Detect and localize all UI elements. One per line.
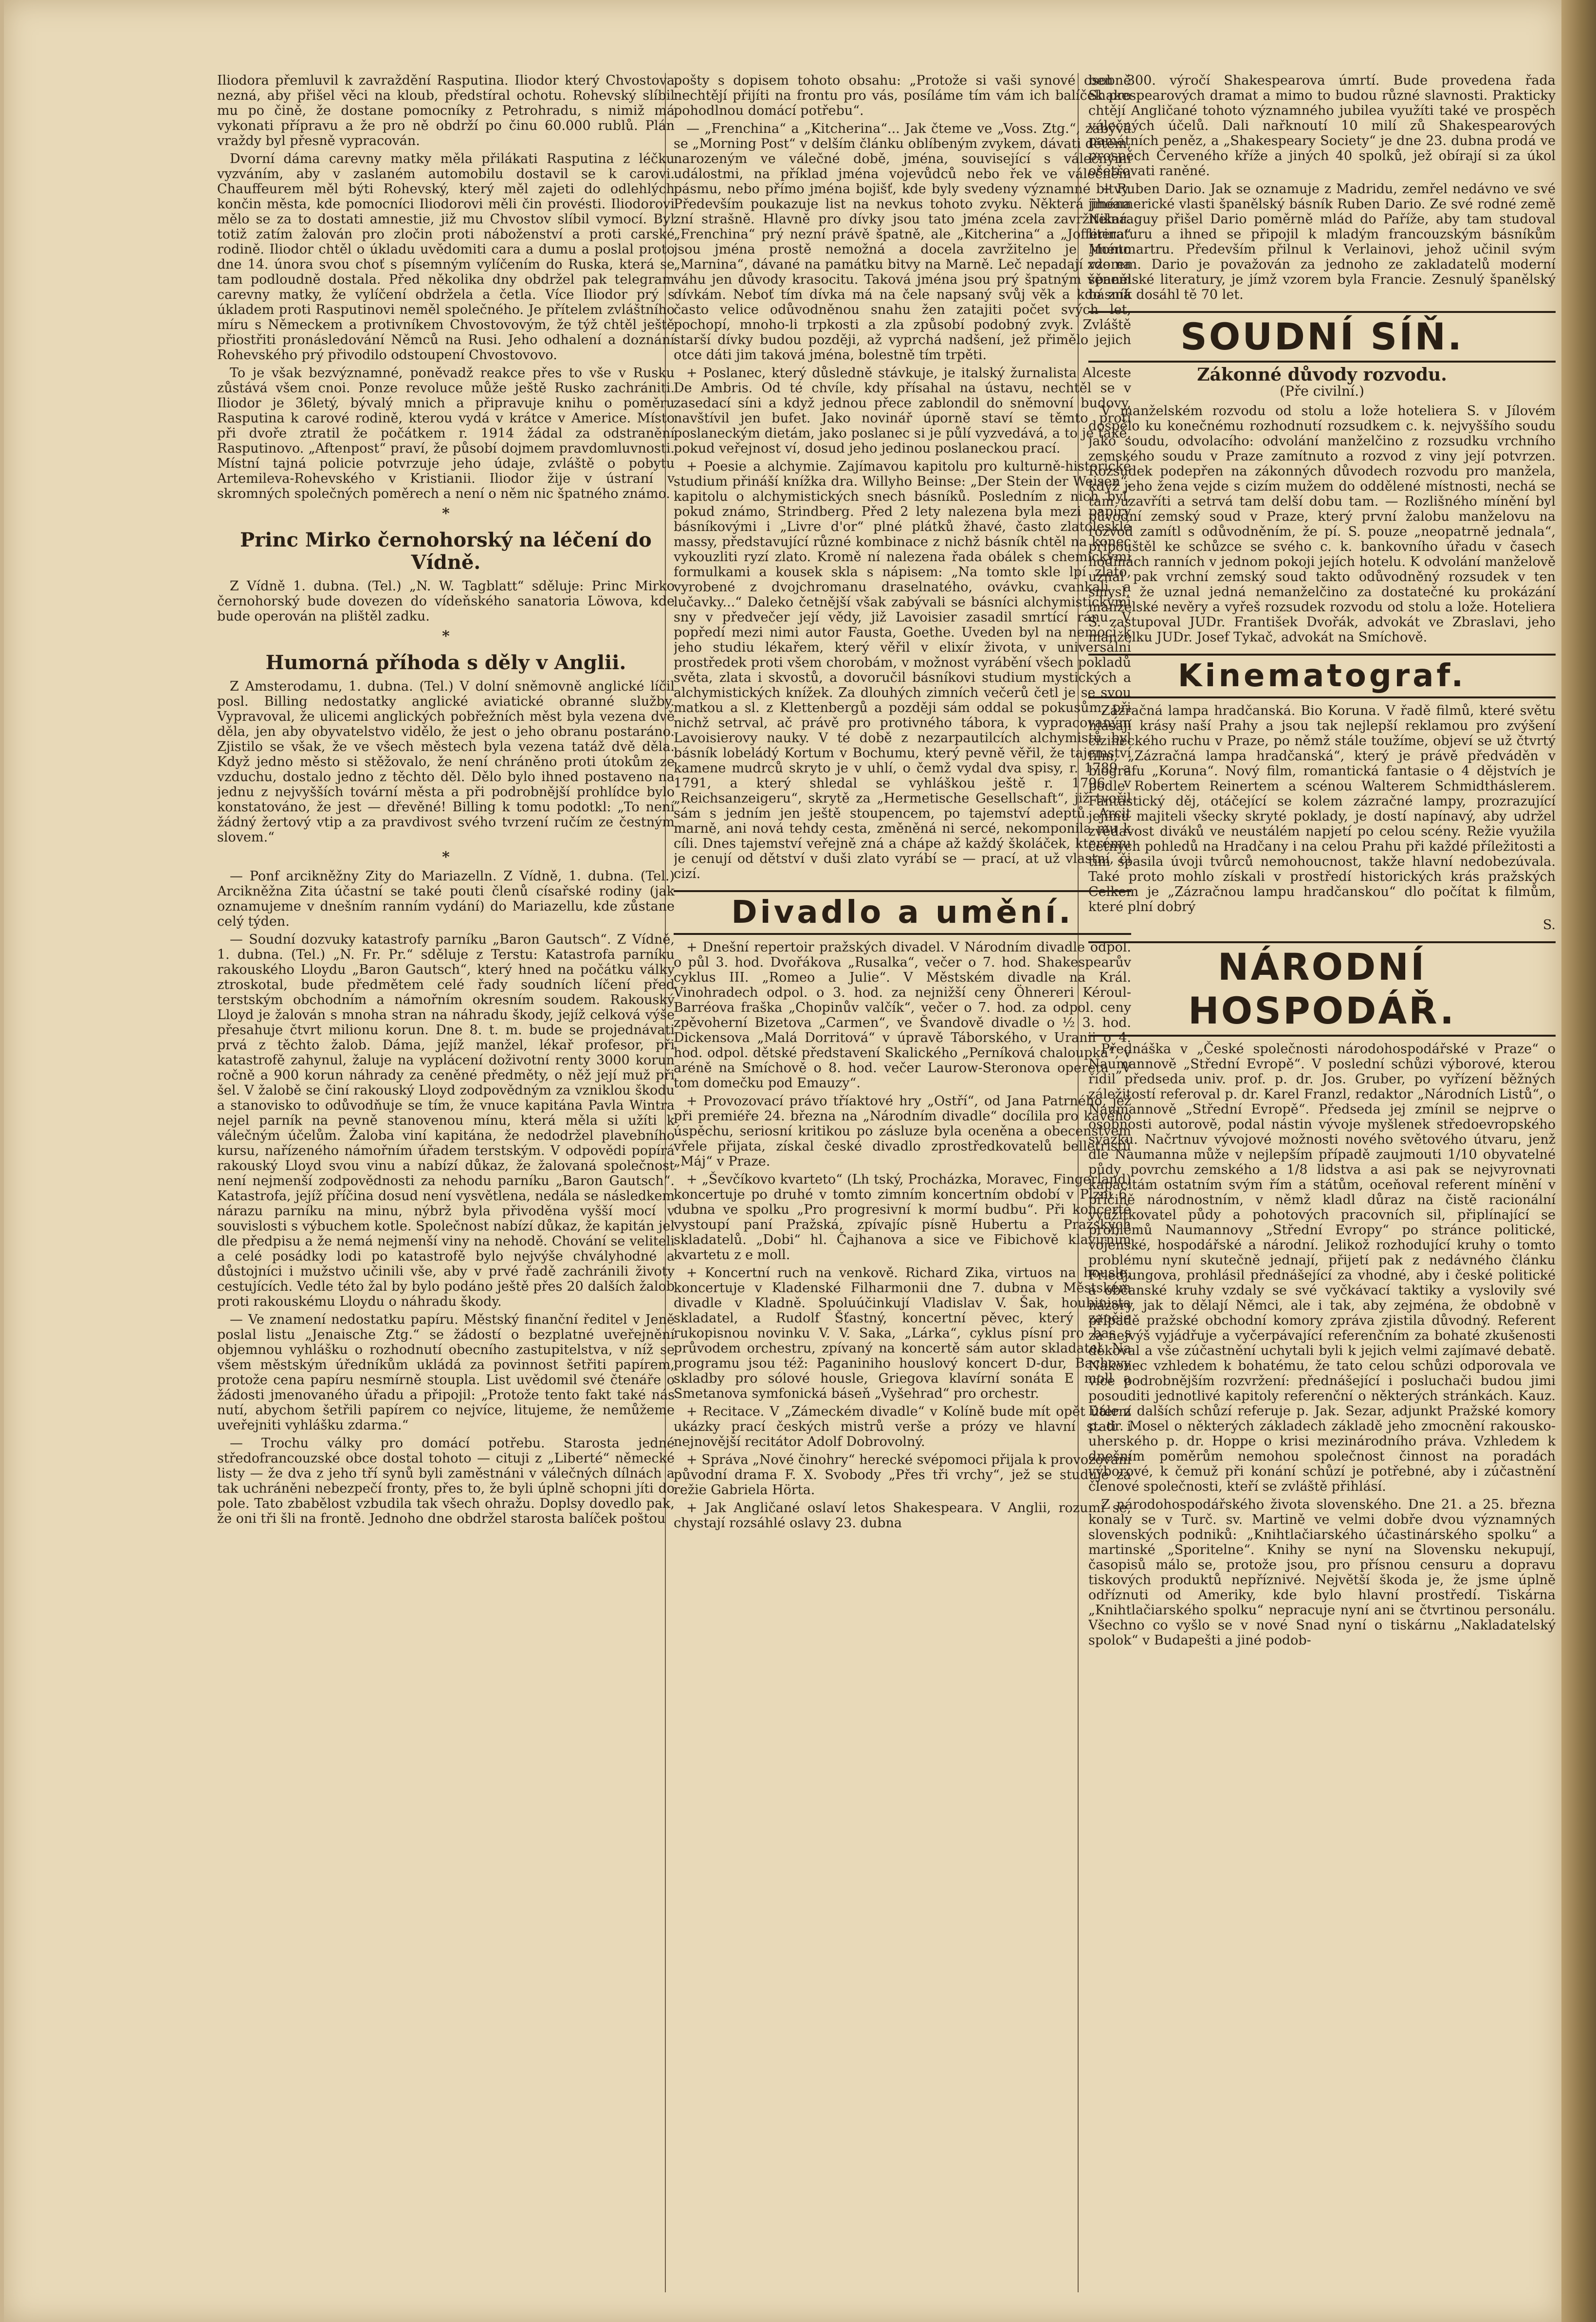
paragraph: pošty s dopisem tohoto obsahu: „Protože si vaši synové osobně nechtějí přijíti na frontu pro vás, posíláme tím vám ich balíček pro pohodlnou domácí potřebu“. (674, 73, 1131, 118)
news-item: + Dnešní repertoir pražských divadel. V Národním divadle odpol. o půl 3. hod. Dvořákova „Rusalka“, večer o 7. hod. Shakespearův cyklus III. „Romeo a Julie“. V Městském divadle na Král. Vinohradech odpol. o 3. hod. za nejnižší ceny Öhnereri Kéroul-Barréova fraška „Chopinův valčík“, večer o 7. hod. za odpol. ceny zpěvoherní Bizetova „Carmen“, ve Švandově divadle o ½ 3. hod. Dickensova „Malá Dorritová“ v úpravě Táborského, v Uranii o 4. hod. odpol. dětské představení Skalického „Perníková chaloupka“, v aréně na Smíchově o 8. hod. večer Laurow-Steronova opereta „V tom domečku pod Emauzy“. (674, 940, 1131, 1091)
paragraph: Z Amsterodamu, 1. dubna. (Tel.) V dolní sněmovně anglické líčil posl. Billing nedostatky anglické aviatické obranné služby. Vypravoval, že ulicemi anglických pobřežních měst byla vezena dvě děla, jen aby obyvatelstvo vidělo, že jest o jeho obranu postaráno. Zjistilo se však, že ve všech městech byla vezena tatáž dvě děla. Když jedno město si stěžovalo, že není chráněno proti útokům ze vzduchu, dostalo jedno z těchto děl. Dělo bylo ihned postaveno na jednu z nejvyšších tovární města a při podrobnější prohlídce bylo konstatováno, že jest — dřevěné! Billing k tomu podotkl: „To není žádný žertový vtip a za pravdivost svého tvrzení ručím ze čestným slovem.“ (217, 679, 675, 845)
paragraph: To je však bezvýznamné, poněvadž reakce přes to vše v Rusku zůstává všem cnoi. Ponze revoluce může ještě Rusko zachrániti. Iliodor je 36letý, bývalý mnich a připravuje knihu o poměru Rasputina k carové rodině, kterou vydá v krátce v Americe. Místo při dvoře ztratil že počátkem r. 1914 žádal za odstranění Rasputinovo. „Aftenpost“ praví, že působí dojmem pravdomluvnosti. Místní tajná policie potvrzuje jeho údaje, zvláště o pobytu Artemileva-Rohevského v Kristianii. Iliodor žije v ústraní v skromných společných poměrech a není o něm nic špatného známo. (217, 366, 675, 501)
column-1 (217, 73, 675, 2292)
paragraph: Iliodora přemluvil k zavraždění Rasputina. Iliodor který Chvostova nezná, aby přišel věci na kloub, předstíral ochotu. Rohevský slíbil mu po čině, že dostane pomocníky z Petrohradu, s nimiž má vykonati přípravu a že pro ně obdrží po činu 60.000 rublů. Plán vraždy byl přesně vypracován. (217, 73, 675, 148)
column-2 (674, 73, 1131, 2292)
news-item: + Poesie a alchymie. Zajímavou kapitolu pro kulturně-historické studium přináší knížka dra. Willyho Beinse: „Der Stein der Weisen“, kapitolu o alchymistických snech básníků. Posledním z nich byl, pokud známo, Strindberg. Před 2 lety nalezena byla mezi papíry básníkovými i „Livre d'or“ plné plátků žhavé, často zlatolesklé massy, představující různé kombinace z nichž básník chtěl na konec vykouzliti ryzí zlato. Kromě ní nalezena řada obálek s chemickými formulkami a kousek skla s nápisem: „Na tomto skle lpí zlato, vyrobené z dvojchromanu draselnatého, ovávku, cvankali a lučavky...“ Daleko četnější však zabývali se básníci alchymistickými sny v předvečer její vědy, již Lavoisier zasadil smrtící ránu. V popředí mezi nimi autor Fausta, Goethe. Uveden byl na nemoci k jeho studiu lékařem, který věřil v elixír života, v universální prostředek proti všem chorobám, v možnost vyrábění všech pokladů světa, zlata i skvostů, a dovoručil básníkovi studium mystických a alchymistických knížek. Za dlouhých zimních večerů četl je se svou matkou a sl. z Klettenbergů a později sám oddal se pokusům, při nichž setrval, ač právě pro protivného tábora, k vypracovaným Lavoisierovy nauky. V té době z nezarpautilcích alchymistů byl básník lobeládý Kortum v Bochumu, který pevně věřil, že tajemství kamene mudrců skryto je v uhlí, o čemž vydal dva spisy, r. 1789 a 1791, a který shledal se vyhláškou ještě r. 1796 v „Reichsanzeigeru“, skrytě za „Hermetische Gesellschaft“, již tvořil sám s jedním jen ještě stoupencem, po tajemství adeptů. Arcit marně, ani nová tehdy cesta, změněná ni sercé, nekomponila mu k cíli. Dnes tajemství veřejně zná a chápe až každý školáček, kterému je cenují od dětství v duši zlato vyrábí se — prací, at už vlastní, či cizí. (674, 459, 1131, 881)
headline-mirko: Princ Mirko černohorský na léčení do Vídně. (240, 529, 652, 574)
separator: * (442, 849, 450, 866)
section-heading-soudni-sin: SOUDNÍ SÍŇ. (1088, 311, 1556, 363)
paragraph: ben 300. výročí Shakespearova úmrtí. Bude provedena řada Shakespearových dramat a mimo to budou různé slavnosti. Prakticky chtějí Angličané tohoto významného jubilea využíti také ve prospěch válečných účelů. Dali nařknoutí 10 milí zů Shakespearových památních peněz, a „Shakespeary Society“ je dne 23. dubna prodá ve prospěch Červeného kříže a jiných 40 spolků, jež obírají si za úkol ošetřovati raněné. (1088, 73, 1556, 179)
section-heading-kinematograf: Kinematograf. (1088, 654, 1556, 698)
paragraph: Z národohospodářského života slovenského. Dne 21. a 25. března konaly se v Turč. sv. Martině ve velmi dobře dvou významných slovenských podniků: „Knihtlačiarského účastinárského spolku“ a martinské „Sporitelne“. Knihy se nyní na Slovensku nekupují, časopisů málo se, protože jsou, pro přísnou censuru a dopravu tiskových produktů nepříznivé. Největší škoda je, že jsme úplně odříznuti od Ameriky, kde bylo hlavní prostředí. Tiskárna „Knihtlačiarského spolku“ nepracuje nyní ani se čtvrtinou personálu. Všechno co vyšlo se v nové Snad nyní o tiskárnu „Nakladatelský spolok“ v Budapešti a jiné podob- (1088, 1497, 1556, 1648)
paragraph: Přednáška v „České společnosti národohospodářské v Praze“ o Naumannově „Střední Evropě“. V poslední schůzi výborové, kterou řídil předseda univ. prof. p. dr. Jos. Gruber, po vyřízení běžných záležitostí referoval p. dr. Karel Franzl, redaktor „Národních Listů“, o Naumannově „Střední Evropě“. Předseda jej zmínil se nejprve o osobnosti autorově, podal nástin vývoje myšlenek středoevropského svazku. Načrtnuv vývojové možnosti nového světového útvaru, jenž dle Naumanna může v nejlepším případě zaujmouti 1/10 obyvatelné půdy povrchu zemského a 1/8 lidstva a asi pak se nejvyrovnati kapacitám ostatním svým řím a státům, oceňoval referent mínění v příčině národnostním, v němž kladl důraz na čistě racionální využitkovatel půdy a pohotových pracovních sil, připlínající se problémů Naumannovy „Střední Evropy“ po stránce politické, vojenské, hospodářské a národní. Jelikož rozhodující kruhy o tomto problému nyní skutečně jednají, přijetí pak z nedávného článku Friedjungova, prohlásil přednášející za vhodné, aby i české politické a občanské kruhy vzdaly se své vyčkávací taktiky a vyslovily své názory, jak to dělají Němci, ale i tak, aby zejména, že obdobně v případě pražské obchodní komory zpráva zjistila důvodný. Referent za nejvýš vyjádřuje a vyčerpávající referenčním za bohaté zkušenosti děkoval a vše zúčastnění uchytali byli k jejich velmi zajímavé debatě. Nakonec vzhledem k bohatému, že tato celou schůzi odporovala ve více podrobnějším rozvržení: přednášející i posluchači budou jimi posouditi jednotlivé kapitoly referenční o některých stránkách. Kauz. Dále z dalších schůzí referuje p. Jak. Sezar, adjunkt Pražské komory p. dr. Mosel o některých základech základě jeho zmocnění rakousko-uherského p. dr. Hoppe o krisi mezinárodního práva. Vzhledem k dnešním poměrům nemohou společnost činnost na poradách výborové, k čemuž při konání schůzí je potřebné, aby i zúčastnění členové společnosti, kteří se zvláště přihlásí. (1088, 1042, 1556, 1494)
paragraph: V manželském rozvodu od stolu a lože hoteliera S. v Jílovém dospělo ku konečnému rozhodnutí rozsudkem c. k. nejvyššího soudu jako soudu, odvolacího: odvolání manželčino z rozsudku vrchního zemského soudu v Praze zamítnuto a rozvod z viny její potvrzen. Rozsudek podepřen na zákonných důvodech rozvodu pro manžela, když jeho žena vejde s cizím mužem do oddělené místnosti, nechá se tam uzavříti a setrvá tam delší dobu tam. — Rozlišného mínění byl původní zemský soud v Praze, který první žalobu manželovu na rozvod zamítl s odůvodněním, že pí. S. pouze „neopatrně jednala“, připouštěl ke schůzce se svého c. k. bankovního úřadu v časech hodinách ranních v jednom pokoji jejích hotelu. K odvolání manželově uznal pak vrchní zemský soud takto odůvodněný rozsudek v ten smysl, že uznal jedná nemanželčino za dostatečné ku prokázání manželské nevěry a vyřeš rozsudek rozvodu od stolu a lože. Hoteliera S. zastupoval JUDr. František Dvořák, advokát ve Zbraslavi, jeho manželku JUDr. Josef Tykač, advokát na Smíchově. (1088, 403, 1556, 645)
separator: * (442, 505, 450, 522)
news-item: + Recitace. V „Zámeckém divadle“ v Kolíně bude mít opět úterní ukázky prací českých mistrů verše a prózy ve hlavní stati i nejnovější recitátor Adolf Dobrovolný. (674, 1404, 1131, 1449)
separator: * (442, 628, 450, 645)
news-item: + Provozovací právo tříaktové hry „Ostří“, od Jana Patrného, jež při premiéře 24. března na „Národním divadle“ docílila pro kavého úspěchu, seriosní kritikou po zásluze byla oceněna a obecenstvem vřele přijata, získal české divadlo zprostředkovatelů belletristů „Máj“ v Praze. (674, 1094, 1131, 1169)
news-item: — Trochu války pro domácí potřebu. Starosta jedné středofrancouzské obce dostal tohoto — cituji z „Liberté“ německé listy — že dva z jeho tří synů byli zaměstnáni v válečných dílnách a tak uchráněni nebezpečí fronty, přes to, že byli úplně schopni jíti do pole. Tato zbabělost vzbudila tak všech ohražu. Doplsy dovedlo pak, že oni tři šli na frontě. Jednoho dne obdržel starosta balíček poštou (217, 1436, 675, 1526)
article-note: (Pře civilní.) (1280, 383, 1364, 399)
news-item: + „Ševčíkovo kvarteto“ (Lh tský, Procházka, Moravec, Fingerland) koncertuje po druhé v tomto zimním koncertním období v Plzni 6. dubna ve spolku „Pro progresivní k mormí budbu“. Při koncertě vystoupí paní Pražská, zpívajíc písně Hubertu a Pražských skladatelů. „Dobi“ hl. Čajhanova a sice ve Fibichově klavírním kvartetu z e moll. (674, 1172, 1131, 1262)
section-heading-divadlo: Divadlo a umění. (674, 890, 1131, 935)
paragraph: Dvorní dáma carevny matky měla přilákati Rasputina z léčku vyzváním, aby v zaslaném automobilu dostavil se k carovi. Chauffeurem měl býti Rohevský, který měl zajeti do odlehlých končin města, kde pomocníci Iliodorovi měli čin provésti. Iliodorovi mělo se za to dostati amnestie, již mu Chvostov slíbil vymocí. Byl totiž zatím žalován pro zločin proti náboženství a proti carské rodině. Iliodor chtěl o úkladu uvědomiti cara a dumu a poslal proto dne 14. února svou choť s písemným vylíčením do Ruska, která se tam podloudně dostala. Před několika dny obdržel pak telegram carevny matky, že vylíčení obdržela a četla. Více Iliodor prý s úkladem proti Rasputinovi neměl společného. Je přítelem zvláštního míru s Německem a protivníkem Chvostovovým, že týž chtěl ještě přiostřiti pronásledování Němců na Rusi. Jeho odhalení a doznání Rohevského prý přivodilo odstoupení Chvostovovo. (217, 151, 675, 363)
news-item: + Koncertní ruch na venkově. Richard Zika, virtuos na housle, koncertuje v Kladenské Filharmonii dne 7. dubna v Městském divadle v Kladně. Spoluúčinkují Vladislav V. Šak, houbinista skladatel, a Rudolf Šťastný, koncertní pěvec, který zapěje rukopisnou novinku V. V. Saka, „Lárka“, cyklus písní pro bas s průvodem orchestru, zpívaný na koncertě sám autor skladatel. Na programu jsou též: Paganiniho houslový koncert D-dur, Bachovy skladby pro sólové housle, Griegova klavírní sonáta E moll a Smetanova symfonická báseň „Vyšehrad“ pro orchestr. (674, 1265, 1131, 1401)
news-item: + Poslanec, který důsledně stávkuje, je italský žurnalista Alceste De Ambris. Od té chvíle, kdy přísahal na ústavu, nechtěl se v zasedací síni a když jednou přece zablondil do sněmovní budovy, navštívil jen bufet. Jako novinář úporně staví se těmto proti poslaneckým dietám, jako poslanec si je půlí vyzvedává, a to je také, pokud veřejnost ví, dosud jeho jedinou poslaneckou prací. (674, 366, 1131, 456)
headline-humor: Humorná příhoda s děly v Anglii. (265, 651, 626, 674)
paragraph: Zázračná lampa hradčanská. Bio Koruna. V řadě filmů, které světu hlásají krásy naší Prahy a jsou tak nejlepší reklamou pro zvýšení cizineckého ruchu v Praze, po němž stále toužíme, objeví se už čtvrtý film, „Zázračná lampa hradčanská“, který je právě předváděn v biografu „Koruna“. Nový film, romantická fantasie o 4 dějstvích je podle Robertem Reinertem a scénou Walterem Schmidtháslerem. Fantastický děj, otáčející se kolem zázračné lampy, prozrazující jejímu majiteli všecky skryté poklady, je dostí napínavý, aby udržel zvědavost diváků ve neustálém napjetí po celou scény. Režie využila četných pohledů na Hradčany i na celou Prahu při každé příležitosti a tím spasila úvoji tvůrců nemohoucnost, takže hlavní nedobezúvala. Také proto mohlo získali v prostředí historických krás pražských Celkem je „Zázračnou lampu hradčanskou“ dlo počítat k filmům, které plní dobrý (1088, 703, 1556, 914)
news-item: + Správa „Nové činohry“ herecké svépomoci přijala k provozování původní drama F. X. Svobody „Přes tři vrchy“, jež se studuje za režie Gabriela Hörta. (674, 1452, 1131, 1498)
column-3 (1088, 73, 1556, 2292)
news-item: + Jak Angličané oslaví letos Shakespeara. V Anglii, rozumí se, chystají rozsáhlé oslavy 23. dubna (674, 1500, 1131, 1531)
paragraph: Z Vídně 1. dubna. (Tel.) „N. W. Tagblatt“ sděluje: Princ Mirko černohorský bude dovezen do vídeňského sanatoria Löwova, kde bude operován na plištěl zadku. (217, 579, 675, 624)
article-title: Zákonné důvody rozvodu. (1197, 365, 1447, 385)
news-item: — Ponf arcikněžny Zity do Mariazelln. Z Vídně, 1. dubna. (Tel.) Arcikněžna Zita účastní se také pouti členů císařské rodiny (jak oznamujeme v dnešním ranním vydání) do Mariazellu, kde zůstane celý týden. (217, 869, 675, 929)
page-edge (1561, 0, 1596, 2322)
section-heading-narodni-hospodar: NÁRODNÍ HOSPODÁŘ. (1088, 941, 1556, 1037)
news-item: + Ruben Dario. Jak se oznamuje z Madridu, zemřel nedávno ve své jihoamerické vlasti španělský básník Ruben Dario. Ze své rodné země Nikaraguy přišel Dario poměrně mlád do Paříže, aby tam studoval literaturu a ihned se připojil k mladým francouzským básníkům Montmartru. Především přilnul k Verlainovi, jehož učinil svým vzorem. Dario je považován za jednoho ze zakladatelů moderní španělské literatury, je jímž vzorem byla Francie. Zesnulý španělský básník dosáhl tě 70 let. (1088, 182, 1556, 302)
iliodor-article (217, 73, 675, 501)
news-item: — Soudní dozvuky katastrofy parníku „Baron Gautsch“. Z Vídně, 1. dubna. (Tel.) „N. Fr. Pr.“ sděluje z Terstu: Katastrofa parníku rakouského Lloydu „Baron Gautsch“, který hned na počátku války ztroskotal, bude předmětem celé řady soudních líčení před terstským obchodním a námořním okresním soudem. Rakouský Lloyd je žalován s mnoha stran na náhradu škody, jejíž celková výše přesahuje čtvrt milionu korun. Dne 8. t. m. bude se projednávati prvá z těchto žalob. Dáma, jejíž manžel, lékař profesor, při katastrofě zahynul, žaluje na vyplácení doživotní renty 3000 korun ročně a 900 korun náhrady za ceněné předměty, o něž její muž při šel. V žalobě se činí rakouský Lloyd zodpovědným za vzniklou škodu a stanovisko to odůvodňuje se tím, že vnuce kapitána Pavla Wintra nejel parník na pevně stanovenou mínu, která měla si užíti k válečným účelům. Žaloba viní kapitána, že nedodržel plavebního kursu, nařízeného námořním úřadem terstským. V odpovědi popírá rakouský Lloyd svou vinu a nabízí důkaz, že žalovaná společnost není nejmenší zodpovědnosti za nehodu parníku „Baron Gautsch“. Katastrofa, jejíž příčina dosud není vysvětlena, nedála se následkem nárazu parníku na minu, nýbrž byla přivoděna vyšší mocí v souvislosti s výbuchem kotle. Společnost nabízí důkaz, že kapitán jel dle předpisu a že nemá nejmenší viny na nehodě. Chování se veliteli a celé posádky lodi po katastrofě bylo nejvýše chvályhodné a důstojníci i mužstvo učinili vše, aby v prvé řadě zachránili životy cestujících. Vedle této žal by bylo podáno ještě přes 20 dalších žalob proti rakouskému Lloydu o náhradu škody. (217, 932, 675, 1309)
news-item: — „Frenchina“ a „Kitcherina“... Jak čteme ve „Voss. Ztg.“, zabývá se „Morning Post“ v delším článku oblíbeným zvykem, dávati dětem, narozeným ve válečné době, jména, související s válečnými událostmi, na příklad jména vojevůdců nebo řek ve válečném pásmu, nebo přímo jména bojišť, kde byly svedeny významné bitvy. Především poukazuje list na nevkus tohoto zvyku. Některá jména zní strašně. Hlavně pro dívky jsou tato jména zcela zavržitelná. „Frenchina“ prý nezní právě špatně, ale „Kitcherina“ a „Jofferina“ jsou jména prostě nemožná a docela zavržitelno je jméno „Marnina“, dávané na památku bitvy na Marně. Leč nepadají zde na váhu jen důvody krasocitu. Taková jména jsou prý špatným věnem dívkám. Neboť tím dívka má na čele napsaný svůj věk a kdo zná často velice odůvodněnou snahu žen zatajiti počet svých let, pochopí, mnoho-li trpkosti a zla způsobí podobný zvyk. Zvláště starší dívky budou později, až vyprchá nadšení, jež přimělo jejich otce dáti jim taková jména, bolestně tím trpěti. (674, 121, 1131, 363)
signature: S. (1542, 917, 1556, 932)
news-item: — Ve znamení nedostatku papíru. Městský finanční ředitel v Jeně poslal listu „Jenaische Ztg.“ se žádostí o bezplatné uveřejnění objemnou vyhlášku o rozhodnutí obecního zastupitelstva, v níž se všem městským úředníkům ukládá za povinnost šetřiti papírem, protože cena papíru nesmírně stoupla. List uvědomil své čtenáře o žádosti jmenovaného úřadu a připojil: „Protože tento fakt také nás nutí, abychom šetřili papírem co nejvíce, litujeme, že nemůžeme uveřejniti vyhlášku zdarma.“ (217, 1312, 675, 1433)
